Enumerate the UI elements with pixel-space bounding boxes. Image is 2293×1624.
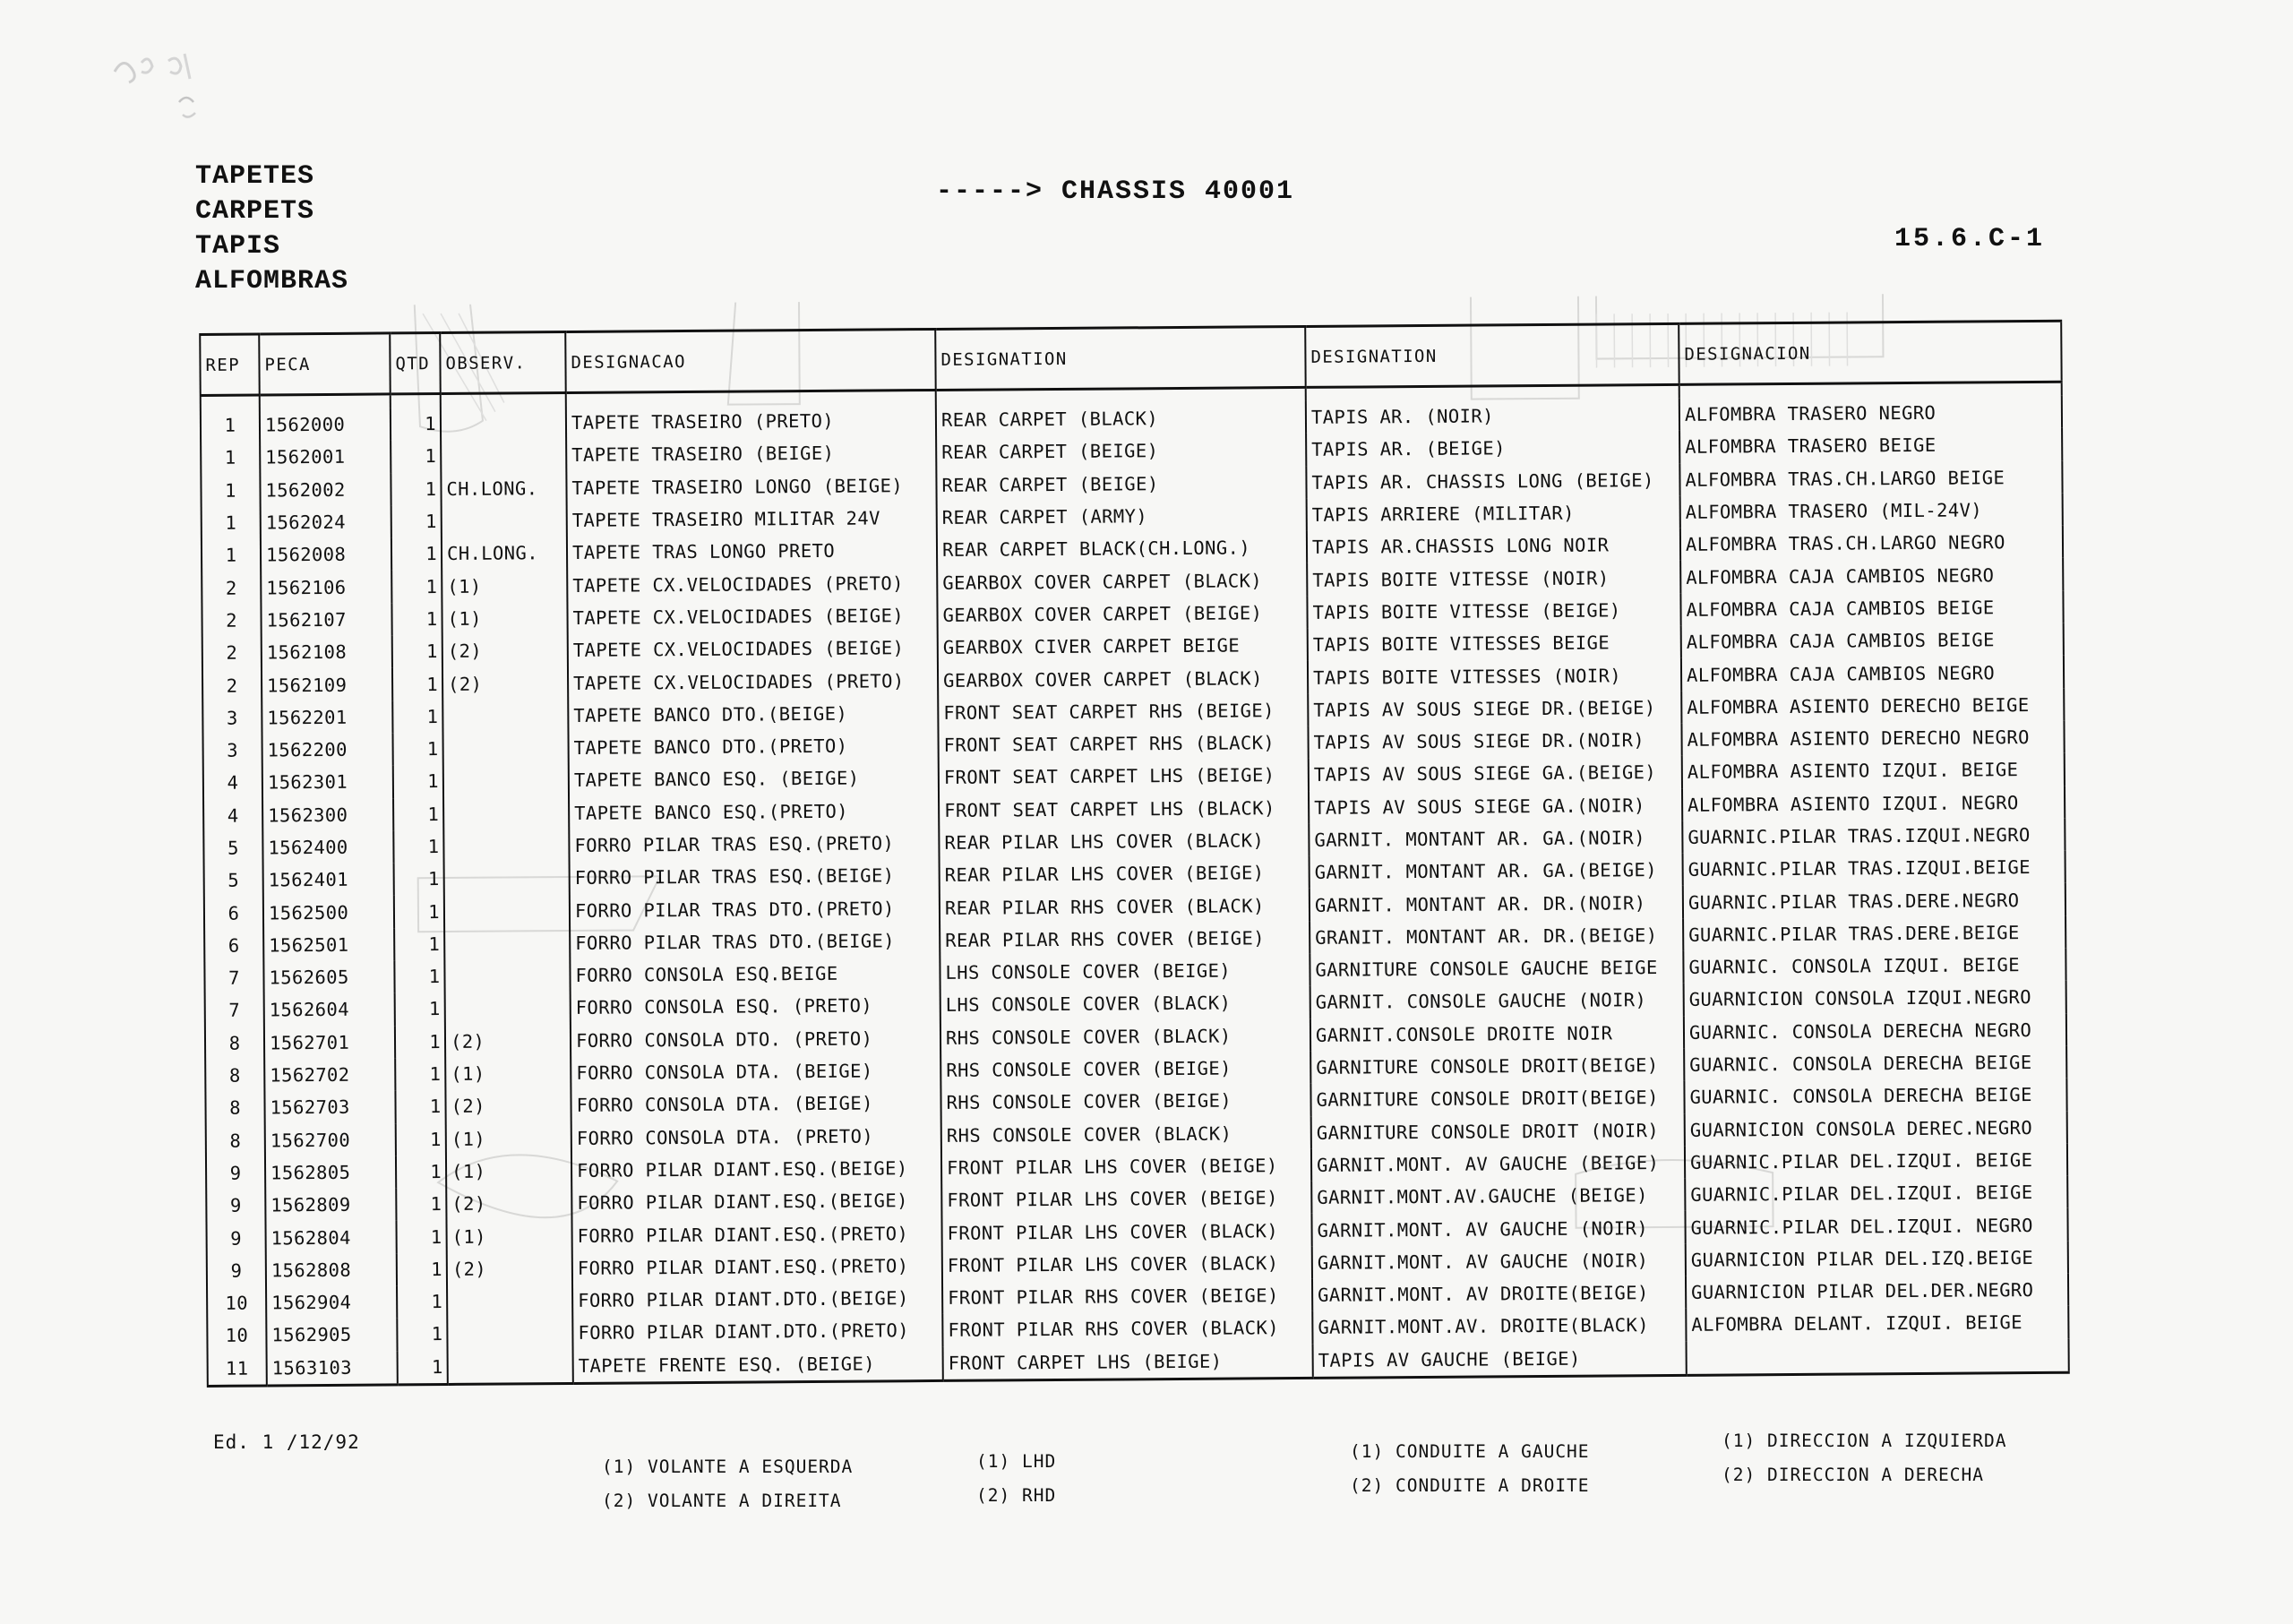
cell-rep: 9 [206, 1156, 265, 1190]
cell-designation-es: ALFOMBRA ASIENTO IZQUI. NEGRO [1682, 786, 2065, 821]
cell-designation-en: GEARBOX CIVER CARPET BEIGE [938, 629, 1308, 664]
cell-part-number: 1562904 [266, 1285, 397, 1319]
cell-designation-fr: GARNIT.MONT. AV GAUCHE (NOIR) [1311, 1211, 1685, 1246]
cell-designation-es: GUARNIC. CONSOLA DERECHA NEGRO [1684, 1013, 2066, 1048]
cell-designation-pt: FORRO PILAR DIANT.ESQ.(PRETO) [571, 1216, 941, 1251]
cell-designation-es: GUARNICION CONSOLA DEREC.NEGRO [1685, 1111, 2067, 1146]
cell-rep: 10 [207, 1319, 266, 1353]
cell-rep: 1 [202, 506, 261, 539]
legend-note: (1) DIRECCION A IZQUIERDA [1722, 1431, 2007, 1451]
legend-note: (1) CONDUITE A GAUCHE [1350, 1441, 1590, 1462]
cell-observation: (2) [442, 666, 568, 700]
cell-observation [447, 1317, 572, 1350]
cell-designation-fr: GARNIT. CONSOLE GAUCHE (NOIR) [1310, 984, 1684, 1018]
cell-rep: 7 [205, 994, 264, 1027]
cell-quantity: 1 [396, 1188, 446, 1221]
cell-designation-es: GUARNICION CONSOLA IZQUI.NEGRO [1684, 981, 2066, 1016]
cell-designation-en: RHS CONSOLE COVER (BLACK) [940, 1019, 1310, 1054]
cell-designation-es: ALFOMBRA TRASERO (MIL-24V) [1680, 494, 2063, 528]
cell-designation-fr: TAPIS AV SOUS SIEGE DR.(NOIR) [1308, 724, 1681, 759]
legend-pt [602, 1450, 853, 1518]
cell-observation [441, 407, 566, 440]
cell-designation-pt: FORRO CONSOLA DTA. (BEIGE) [571, 1087, 940, 1121]
legend-note: (2) DIRECCION A DERECHA [1722, 1465, 1985, 1485]
cell-quantity: 1 [395, 992, 445, 1026]
cell-rep: 4 [203, 767, 262, 800]
cell-part-number: 1562002 [260, 473, 391, 506]
cell-observation: (1) [442, 602, 567, 635]
cell-quantity: 1 [395, 1058, 445, 1091]
cell-part-number: 1562905 [266, 1319, 397, 1352]
cell-designation-pt: TAPETE FRENTE ESQ. (BEIGE) [573, 1347, 943, 1384]
cell-designation-pt: TAPETE TRASEIRO MILITAR 24V [567, 502, 937, 537]
cell-designation-fr: TAPIS AR. CHASSIS LONG (BEIGE) [1306, 463, 1679, 498]
cell-designation-es: ALFOMBRA CAJA CAMBIOS NEGRO [1681, 656, 2064, 691]
cell-designation-pt: FORRO PILAR TRAS ESQ.(BEIGE) [570, 859, 940, 894]
cell-quantity: 1 [394, 960, 444, 993]
cell-designation-es: ALFOMBRA CAJA CAMBIOS NEGRO [1680, 558, 2063, 593]
cell-quantity: 1 [392, 733, 442, 766]
cell-designation-fr: GARNIT.MONT.AV.GAUCHE (BEIGE) [1311, 1179, 1685, 1214]
cell-observation [445, 992, 571, 1025]
cell-observation [442, 700, 568, 733]
cell-part-number: 1562701 [264, 1026, 395, 1059]
cell-rep: 1 [202, 539, 261, 572]
cell-part-number: 1562700 [265, 1123, 396, 1156]
cell-observation [443, 764, 569, 797]
cell-designation-es: ALFOMBRA ASIENTO DERECHO NEGRO [1681, 721, 2064, 756]
cell-designation-pt: FORRO CONSOLA DTA. (BEIGE) [571, 1054, 940, 1089]
cell-designation-en: FRONT CARPET LHS (BEIGE) [943, 1345, 1313, 1381]
cell-part-number: 1562300 [262, 798, 393, 831]
col-header-observ: OBSERV. [440, 332, 565, 394]
cell-part-number: 1562501 [263, 928, 394, 961]
cell-designation-pt: TAPETE BANCO DTO.(PRETO) [568, 729, 938, 764]
cell-designation-es: ALFOMBRA TRAS.CH.LARGO BEIGE [1679, 460, 2062, 495]
cell-part-number: 1562108 [262, 636, 392, 669]
cell-part-number: 1562808 [266, 1253, 397, 1286]
cell-designation-fr: GARNITURE CONSOLE DROIT(BEIGE) [1310, 1049, 1684, 1084]
cell-quantity: 1 [397, 1285, 447, 1319]
cell-designation-fr: GARNITURE CONSOLE DROIT(BEIGE) [1310, 1081, 1684, 1116]
cell-designation-es: GUARNIC.PILAR TRAS.DERE.NEGRO [1683, 883, 2065, 918]
cell-designation-pt: FORRO PILAR DIANT.ESQ.(BEIGE) [571, 1152, 941, 1187]
legend-note: (2) VOLANTE A DIREITA [602, 1491, 842, 1511]
cell-quantity: 1 [391, 537, 442, 571]
cell-designation-en: FRONT PILAR LHS COVER (BEIGE) [941, 1149, 1311, 1184]
cell-rep: 5 [203, 831, 262, 864]
edition-date: Ed. 1 /12/92 [213, 1431, 360, 1453]
cell-part-number: 1562604 [264, 993, 395, 1027]
cell-rep: 3 [203, 734, 262, 767]
cell-designation-pt: TAPETE TRASEIRO (PRETO) [566, 404, 936, 439]
title-pt: TAPETES [195, 161, 315, 192]
legend-fr [1350, 1435, 1590, 1503]
cell-quantity: 1 [391, 571, 442, 604]
cell-designation-en: FRONT PILAR RHS COVER (BLACK) [942, 1311, 1312, 1346]
cell-observation [444, 862, 570, 895]
cell-observation [444, 894, 570, 927]
cell-quantity: 1 [398, 1351, 448, 1385]
cell-designation-es [1687, 1338, 2069, 1375]
cell-part-number: 1562605 [263, 960, 394, 993]
cell-observation: CH.LONG. [442, 537, 567, 570]
cell-designation-en: GEARBOX COVER CARPET (BEIGE) [937, 597, 1307, 632]
cell-observation: (2) [445, 1089, 571, 1122]
cell-designation-pt: FORRO PILAR DIANT.DTO.(BEIGE) [572, 1282, 942, 1317]
cell-rep: 9 [206, 1190, 265, 1223]
cell-observation [448, 1350, 573, 1385]
cell-designation-es: GUARNIC.PILAR DEL.IZQUI. BEIGE [1685, 1176, 2067, 1211]
cell-quantity: 1 [397, 1318, 447, 1351]
cell-designation-fr: GARNITURE CONSOLE DROIT (NOIR) [1311, 1113, 1685, 1148]
cell-quantity: 1 [391, 440, 441, 473]
cell-designation-fr: GARNIT.CONSOLE DROITE NOIR [1310, 1017, 1684, 1052]
cell-designation-fr: TAPIS AR.CHASSIS LONG NOIR [1307, 528, 1680, 563]
cell-designation-en: REAR CARPET (BEIGE) [936, 467, 1306, 502]
cell-rep: 10 [207, 1286, 266, 1319]
cell-quantity: 1 [395, 1026, 445, 1059]
col-header-designacao: DESIGNACAO [565, 329, 935, 392]
cell-designation-fr: TAPIS AV SOUS SIEGE GA.(BEIGE) [1309, 756, 1682, 791]
cell-rep: 6 [204, 929, 263, 962]
cell-designation-pt: FORRO CONSOLA ESQ. (PRETO) [571, 989, 940, 1024]
cell-rep: 8 [205, 1027, 264, 1060]
cell-rep: 2 [202, 571, 261, 605]
cell-part-number: 1562001 [260, 441, 391, 474]
cell-rep: 2 [202, 604, 261, 637]
cell-quantity: 1 [391, 408, 441, 441]
cell-designation-en: RHS CONSOLE COVER (BEIGE) [940, 1084, 1310, 1119]
cell-quantity: 1 [394, 895, 444, 928]
page-reference: 15.6.C-1 [1894, 224, 2046, 254]
cell-designation-pt: TAPETE TRAS LONGO PRETO [567, 534, 937, 569]
cell-designation-pt: TAPETE CX.VELOCIDADES (BEIGE) [568, 632, 938, 666]
cell-designation-en: RHS CONSOLE COVER (BLACK) [941, 1116, 1311, 1151]
cell-part-number: 1562703 [264, 1091, 395, 1124]
cell-quantity: 1 [392, 700, 442, 734]
cell-designation-pt: TAPETE BANCO DTO.(BEIGE) [568, 697, 938, 732]
cell-designation-es: ALFOMBRA DELANT. IZQUI. BEIGE [1686, 1306, 2068, 1341]
cell-designation-fr: GARNIT.MONT.AV. DROITE(BLACK) [1312, 1309, 1686, 1344]
cell-designation-fr: GARNIT.MONT. AV GAUCHE (BEIGE) [1311, 1147, 1685, 1181]
cell-designation-fr: GARNITURE CONSOLE GAUCHE BEIGE [1310, 951, 1683, 986]
cell-part-number: 1562400 [262, 830, 393, 864]
col-header-designation-en: DESIGNATION [935, 326, 1305, 390]
cell-observation: (1) [446, 1219, 571, 1252]
chassis-heading: -----> CHASSIS 40001 [936, 176, 1295, 207]
cell-quantity: 1 [393, 830, 443, 864]
cell-designation-fr: GRANIT. MONTANT AR. DR.(BEIGE) [1310, 919, 1683, 954]
cell-quantity: 1 [396, 1123, 446, 1156]
cell-designation-es: GUARNIC.PILAR DEL.IZQUI. NEGRO [1685, 1208, 2067, 1243]
cell-observation: (1) [445, 1057, 571, 1090]
cell-rep: 11 [208, 1352, 267, 1386]
cell-rep: 3 [202, 701, 262, 735]
legend-es [1722, 1424, 2007, 1492]
cell-quantity: 1 [397, 1253, 447, 1286]
cell-rep: 8 [205, 1092, 264, 1125]
cell-part-number: 1562401 [263, 864, 394, 897]
cell-part-number: 1562106 [261, 571, 391, 604]
cell-designation-es: ALFOMBRA TRASERO BEIGE [1679, 428, 2062, 463]
cell-part-number: 1562024 [261, 505, 391, 538]
cell-designation-fr: GARNIT. MONTANT AR. GA.(BEIGE) [1310, 854, 1683, 889]
cell-designation-es: ALFOMBRA CAJA CAMBIOS BEIGE [1680, 591, 2063, 626]
cell-rep: 8 [205, 1059, 264, 1092]
cell-designation-es: GUARNIC.PILAR TRAS.IZQUI.BEIGE [1683, 851, 2065, 886]
cell-designation-es: ALFOMBRA ASIENTO IZQUI. BEIGE [1682, 753, 2065, 788]
cell-designation-en: FRONT SEAT CARPET RHS (BEIGE) [938, 694, 1308, 729]
cell-designation-pt: TAPETE CX.VELOCIDADES (PRETO) [568, 664, 938, 699]
cell-designation-fr: GARNIT. MONTANT AR. GA.(NOIR) [1309, 821, 1682, 856]
cell-quantity: 1 [391, 505, 442, 538]
cell-designation-fr: TAPIS BOITE VITESSES BEIGE [1308, 626, 1681, 661]
cell-part-number: 1562804 [265, 1221, 396, 1254]
cell-designation-pt: FORRO CONSOLA DTO. (PRETO) [571, 1022, 940, 1057]
cell-designation-fr: TAPIS BOITE VITESSES (NOIR) [1308, 658, 1681, 693]
cell-observation [444, 927, 570, 960]
cell-observation: (1) [442, 569, 567, 602]
cell-rep: 2 [202, 637, 262, 670]
cell-designation-pt: FORRO PILAR TRAS DTO.(PRETO) [570, 891, 940, 926]
cell-observation: (2) [446, 1187, 571, 1220]
cell-designation-pt: TAPETE BANCO ESQ. (BEIGE) [569, 761, 939, 796]
cell-observation: (2) [442, 634, 568, 667]
cell-designation-en: FRONT PILAR RHS COVER (BEIGE) [942, 1279, 1312, 1314]
cell-rep: 1 [201, 442, 260, 475]
cell-designation-es: ALFOMBRA ASIENTO DERECHO BEIGE [1681, 688, 2064, 723]
cell-designation-fr: TAPIS AR. (BEIGE) [1306, 431, 1679, 466]
col-header-peca: PECA [259, 333, 390, 395]
col-header-designation-fr: DESIGNATION [1305, 323, 1679, 387]
cell-part-number: 1562702 [264, 1058, 395, 1091]
cell-designation-en: FRONT SEAT CARPET LHS (BLACK) [939, 791, 1309, 826]
cell-designation-es: GUARNIC.PILAR TRAS.DERE.BEIGE [1683, 915, 2065, 950]
cell-designation-en: REAR CARPET (ARMY) [937, 499, 1307, 534]
cell-observation [447, 1285, 572, 1318]
cell-observation: CH.LONG. [441, 472, 566, 505]
cell-part-number: 1562000 [260, 408, 391, 441]
cell-observation: (2) [447, 1252, 572, 1285]
cell-observation [443, 797, 569, 830]
cell-designation-fr: TAPIS BOITE VITESSE (NOIR) [1307, 561, 1680, 596]
cell-part-number: 1562200 [262, 733, 393, 766]
cell-quantity: 1 [394, 928, 444, 961]
cell-designation-en: FRONT SEAT CARPET RHS (BLACK) [938, 726, 1308, 761]
cell-designation-es: GUARNICION PILAR DEL.DER.NEGRO [1686, 1274, 2068, 1309]
cell-designation-en: REAR CARPET (BLACK) [936, 401, 1306, 436]
col-header-qtd: QTD [390, 333, 440, 394]
cell-designation-es: ALFOMBRA TRAS.CH.LARGO NEGRO [1680, 526, 2063, 561]
cell-designation-pt: FORRO CONSOLA DTA. (PRETO) [571, 1119, 941, 1154]
cell-designation-en: REAR PILAR RHS COVER (BLACK) [940, 889, 1310, 924]
title-es: ALFOMBRAS [195, 266, 349, 296]
cell-designation-pt: FORRO CONSOLA ESQ.BEIGE [570, 957, 940, 992]
cell-part-number: 1562109 [262, 668, 392, 701]
cell-designation-en: REAR PILAR LHS COVER (BLACK) [939, 824, 1309, 859]
cell-quantity: 1 [393, 798, 443, 831]
legend-en [976, 1445, 1056, 1513]
col-header-designacion: DESIGNACION [1679, 321, 2061, 384]
cell-observation: (2) [445, 1025, 571, 1058]
cell-rep: 5 [204, 864, 263, 898]
cell-designation-es: GUARNIC.PILAR DEL.IZQUI. BEIGE [1685, 1144, 2067, 1179]
cell-rep: 8 [206, 1124, 265, 1157]
cell-designation-pt: FORRO PILAR TRAS ESQ.(PRETO) [569, 827, 939, 862]
legend-note: (1) LHD [976, 1451, 1057, 1472]
cell-rep: 1 [201, 409, 260, 443]
title-en: CARPETS [195, 196, 315, 227]
cell-designation-fr: GARNIT.MONT. AV DROITE(BEIGE) [1312, 1276, 1686, 1311]
cell-designation-en: LHS CONSOLE COVER (BLACK) [940, 986, 1310, 1021]
cell-designation-en: FRONT PILAR LHS COVER (BEIGE) [941, 1181, 1311, 1216]
cell-part-number: 1562107 [261, 603, 391, 636]
cell-designation-es: GUARNIC. CONSOLA IZQUI. BEIGE [1683, 949, 2065, 984]
cell-observation [442, 504, 567, 537]
cell-rep: 1 [201, 474, 260, 507]
cell-rep: 6 [204, 897, 263, 930]
cell-designation-pt: TAPETE CX.VELOCIDADES (PRETO) [567, 566, 937, 601]
legend-note: (1) VOLANTE A ESQUERDA [602, 1456, 854, 1477]
cell-part-number: 1562809 [265, 1189, 396, 1222]
cell-designation-pt: FORRO PILAR DIANT.ESQ.(BEIGE) [571, 1184, 941, 1219]
cell-part-number: 1562201 [262, 700, 392, 734]
col-header-rep: REP [200, 334, 259, 395]
cell-designation-en: REAR PILAR LHS COVER (BEIGE) [940, 856, 1310, 891]
parts-table-body [201, 382, 2069, 1386]
cell-quantity: 1 [395, 1090, 445, 1123]
cell-designation-fr: TAPIS ARRIERE (MILITAR) [1307, 496, 1680, 531]
cell-designation-es: ALFOMBRA CAJA CAMBIOS BEIGE [1681, 623, 2064, 658]
parts-table-frame [199, 293, 2068, 1411]
cell-designation-en: REAR CARPET BLACK(CH.LONG.) [937, 531, 1307, 566]
cell-observation: (1) [446, 1155, 571, 1188]
cell-quantity: 1 [392, 635, 442, 668]
cell-part-number: 1563103 [267, 1351, 398, 1386]
category-titles [195, 159, 348, 299]
cell-designation-fr: TAPIS AV SOUS SIEGE GA.(NOIR) [1309, 788, 1682, 823]
cell-rep: 9 [206, 1222, 265, 1255]
cell-designation-fr: GARNIT.MONT. AV GAUCHE (NOIR) [1312, 1244, 1686, 1279]
parts-table [199, 320, 2070, 1388]
cell-designation-en: FRONT SEAT CARPET LHS (BEIGE) [939, 759, 1309, 794]
cell-designation-pt: TAPETE BANCO ESQ.(PRETO) [569, 795, 939, 829]
cell-observation [443, 829, 569, 863]
cell-rep: 2 [202, 669, 262, 702]
cell-quantity: 1 [392, 667, 442, 700]
legend-note: (2) RHD [976, 1485, 1057, 1506]
cell-rep: 4 [203, 799, 262, 832]
cell-quantity: 1 [393, 765, 443, 798]
cell-designation-fr: TAPIS BOITE VITESSE (BEIGE) [1307, 594, 1680, 629]
pencil-scribble [106, 36, 204, 134]
cell-observation [442, 732, 568, 765]
cell-designation-es: GUARNIC.PILAR TRAS.IZQUI.NEGRO [1682, 819, 2065, 854]
cell-part-number: 1562008 [261, 538, 391, 571]
cell-rep: 9 [207, 1254, 266, 1287]
cell-designation-en: LHS CONSOLE COVER (BEIGE) [940, 954, 1310, 989]
cell-designation-en: GEARBOX COVER CARPET (BLACK) [938, 661, 1308, 696]
cell-designation-pt: FORRO PILAR DIANT.ESQ.(PRETO) [572, 1250, 942, 1285]
cell-designation-fr: TAPIS AV SOUS SIEGE DR.(BEIGE) [1308, 692, 1681, 726]
cell-designation-pt: FORRO PILAR TRAS DTO.(BEIGE) [570, 924, 940, 959]
cell-designation-en: FRONT PILAR LHS COVER (BLACK) [941, 1214, 1311, 1249]
cell-designation-en: FRONT PILAR LHS COVER (BLACK) [942, 1247, 1312, 1282]
cell-designation-fr: GARNIT. MONTANT AR. DR.(NOIR) [1310, 886, 1683, 921]
cell-designation-en: REAR PILAR RHS COVER (BEIGE) [940, 922, 1310, 957]
cell-quantity: 1 [396, 1156, 446, 1189]
cell-designation-pt: TAPETE TRASEIRO LONGO (BEIGE) [566, 469, 936, 504]
cell-designation-en: REAR CARPET (BEIGE) [936, 434, 1306, 468]
title-fr: TAPIS [195, 231, 281, 262]
cell-observation [441, 439, 566, 472]
cell-quantity: 1 [391, 603, 442, 636]
cell-designation-fr: TAPIS AR. (NOIR) [1306, 399, 1679, 434]
cell-quantity: 1 [391, 473, 441, 506]
cell-designation-en: RHS CONSOLE COVER (BEIGE) [940, 1052, 1310, 1087]
cell-quantity: 1 [396, 1220, 446, 1253]
legend-note: (2) CONDUITE A DROITE [1350, 1475, 1590, 1496]
cell-observation: (1) [446, 1122, 571, 1156]
cell-part-number: 1562301 [262, 766, 393, 799]
cell-designation-pt: FORRO PILAR DIANT.DTO.(PRETO) [572, 1314, 942, 1349]
cell-designation-fr: TAPIS AV GAUCHE (BEIGE) [1313, 1341, 1687, 1378]
cell-designation-es: GUARNIC. CONSOLA DERECHA BEIGE [1684, 1046, 2066, 1081]
cell-part-number: 1562500 [263, 896, 394, 929]
cell-observation [444, 959, 570, 992]
cell-quantity: 1 [394, 863, 444, 896]
cell-part-number: 1562805 [265, 1156, 396, 1189]
cell-designation-es: ALFOMBRA TRASERO NEGRO [1679, 396, 2062, 431]
cell-designation-pt: TAPETE CX.VELOCIDADES (BEIGE) [567, 599, 937, 634]
cell-designation-es: GUARNIC. CONSOLA DERECHA BEIGE [1684, 1078, 2066, 1113]
cell-rep: 7 [204, 962, 263, 995]
cell-designation-es: GUARNICION PILAR DEL.IZQ.BEIGE [1686, 1241, 2068, 1276]
cell-designation-pt: TAPETE TRASEIRO (BEIGE) [566, 436, 936, 471]
cell-designation-en: GEARBOX COVER CARPET (BLACK) [937, 563, 1307, 598]
